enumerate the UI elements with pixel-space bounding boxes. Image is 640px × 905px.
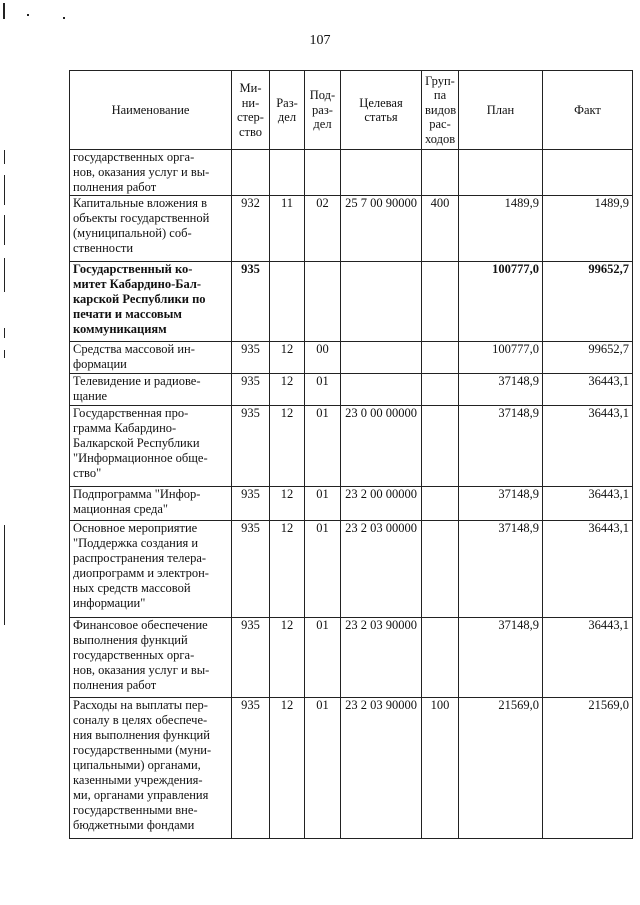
row-target: 23 0 00 00000 xyxy=(341,406,422,487)
table-row xyxy=(70,521,633,618)
row-section: 12 xyxy=(270,487,305,521)
row-name: Капитальные вложения в объекты государственной (муниципальной) соб- ственности xyxy=(70,196,232,262)
row-target: 23 2 03 90000 xyxy=(341,618,422,698)
margin-mark xyxy=(4,215,5,245)
row-group xyxy=(422,342,459,374)
row-ministry: 935 xyxy=(232,406,270,487)
margin-mark xyxy=(4,175,5,205)
row-subsection: 01 xyxy=(305,374,341,406)
margin-mark xyxy=(4,258,5,292)
table-row xyxy=(70,342,633,374)
row-ministry: 935 xyxy=(232,374,270,406)
row-fact xyxy=(543,150,633,196)
row-section: 12 xyxy=(270,698,305,839)
row-plan: 37148,9 xyxy=(459,618,543,698)
row-target: 23 2 03 00000 xyxy=(341,521,422,618)
header-target: Целевая статья xyxy=(341,71,422,150)
margin-mark xyxy=(4,328,5,338)
table-header-row xyxy=(70,71,633,150)
row-plan: 21569,0 xyxy=(459,698,543,839)
row-name: Финансовое обеспечение выполнения функций государственных орга- нов, оказания услуг и вы- полнения работ xyxy=(70,618,232,698)
row-name: государственных орга- нов, оказания услуг и вы- полнения работ xyxy=(70,150,232,196)
row-target: 23 2 03 90000 xyxy=(341,698,422,839)
row-ministry: 932 xyxy=(232,196,270,262)
row-group xyxy=(422,150,459,196)
margin-mark xyxy=(4,150,5,164)
row-group xyxy=(422,374,459,406)
header-ministry: Ми- ни- стер- ство xyxy=(232,71,270,150)
row-subsection: 01 xyxy=(305,521,341,618)
row-fact: 36443,1 xyxy=(543,521,633,618)
margin-mark xyxy=(4,350,5,358)
header-plan: План xyxy=(459,71,543,150)
table-row xyxy=(70,262,633,342)
margin-mark xyxy=(63,17,65,19)
table-row xyxy=(70,150,633,196)
row-subsection: 01 xyxy=(305,487,341,521)
row-name: Подпрограмма "Инфор- мационная среда" xyxy=(70,487,232,521)
table-row xyxy=(70,618,633,698)
row-subsection: 01 xyxy=(305,618,341,698)
row-subsection xyxy=(305,262,341,342)
header-name: Наименование xyxy=(70,71,232,150)
page-number: 107 xyxy=(309,33,331,48)
margin-mark xyxy=(27,14,29,16)
margin-mark xyxy=(4,525,5,625)
header-subsection: Под- раз- дел xyxy=(305,71,341,150)
row-ministry: 935 xyxy=(232,698,270,839)
row-group: 100 xyxy=(422,698,459,839)
row-section: 12 xyxy=(270,521,305,618)
row-ministry: 935 xyxy=(232,521,270,618)
row-ministry: 935 xyxy=(232,262,270,342)
row-subsection: 00 xyxy=(305,342,341,374)
row-ministry xyxy=(232,150,270,196)
row-fact: 36443,1 xyxy=(543,618,633,698)
row-section: 11 xyxy=(270,196,305,262)
header-fact: Факт xyxy=(543,71,633,150)
row-section: 12 xyxy=(270,374,305,406)
row-target xyxy=(341,262,422,342)
row-ministry: 935 xyxy=(232,618,270,698)
row-fact: 36443,1 xyxy=(543,406,633,487)
row-plan xyxy=(459,150,543,196)
row-plan: 100777,0 xyxy=(459,342,543,374)
row-group: 400 xyxy=(422,196,459,262)
row-fact: 99652,7 xyxy=(543,342,633,374)
row-section xyxy=(270,150,305,196)
row-section: 12 xyxy=(270,342,305,374)
table-row xyxy=(70,374,633,406)
row-name: Расходы на выплаты пер- соналу в целях обеспече- ния выполнения функций государственными (муни- ципальными) органами, казенными учреждения- ми, органами управления государственными вне- бюджетными фондами xyxy=(70,698,232,839)
table-row xyxy=(70,487,633,521)
row-section xyxy=(270,262,305,342)
row-section: 12 xyxy=(270,406,305,487)
row-plan: 37148,9 xyxy=(459,487,543,521)
row-name: Телевидение и радиове- щание xyxy=(70,374,232,406)
row-target xyxy=(341,342,422,374)
row-ministry: 935 xyxy=(232,342,270,374)
table-row xyxy=(70,196,633,262)
row-plan: 1489,9 xyxy=(459,196,543,262)
row-plan: 37148,9 xyxy=(459,521,543,618)
table-row xyxy=(70,698,633,839)
row-group xyxy=(422,406,459,487)
row-name: Основное мероприятие "Поддержка создания и распространения телера- диопрограмм и электрон- ных средств массовой информации" xyxy=(70,521,232,618)
row-group xyxy=(422,521,459,618)
row-fact: 21569,0 xyxy=(543,698,633,839)
row-plan: 37148,9 xyxy=(459,374,543,406)
row-target: 23 2 00 00000 xyxy=(341,487,422,521)
row-fact: 1489,9 xyxy=(543,196,633,262)
row-name: Государственная про- грамма Кабардино- Балкарской Республики "Информационное обще- ство" xyxy=(70,406,232,487)
header-expense-group: Груп- па видов рас- ходов xyxy=(422,71,459,150)
row-subsection xyxy=(305,150,341,196)
row-fact: 36443,1 xyxy=(543,487,633,521)
header-section: Раз- дел xyxy=(270,71,305,150)
row-fact: 99652,7 xyxy=(543,262,633,342)
row-ministry: 935 xyxy=(232,487,270,521)
margin-mark xyxy=(3,3,5,19)
row-subsection: 02 xyxy=(305,196,341,262)
row-group xyxy=(422,618,459,698)
row-subsection: 01 xyxy=(305,698,341,839)
row-plan: 37148,9 xyxy=(459,406,543,487)
row-target: 25 7 00 90000 xyxy=(341,196,422,262)
row-section: 12 xyxy=(270,618,305,698)
row-subsection: 01 xyxy=(305,406,341,487)
row-plan: 100777,0 xyxy=(459,262,543,342)
table-row xyxy=(70,406,633,487)
row-group xyxy=(422,262,459,342)
row-name: Средства массовой ин- формации xyxy=(70,342,232,374)
row-name: Государственный ко- митет Кабардино-Бал- карской Республики по печати и массовым коммуникациям xyxy=(70,262,232,342)
row-group xyxy=(422,487,459,521)
budget-table xyxy=(69,70,633,839)
row-fact: 36443,1 xyxy=(543,374,633,406)
row-target xyxy=(341,150,422,196)
row-target xyxy=(341,374,422,406)
